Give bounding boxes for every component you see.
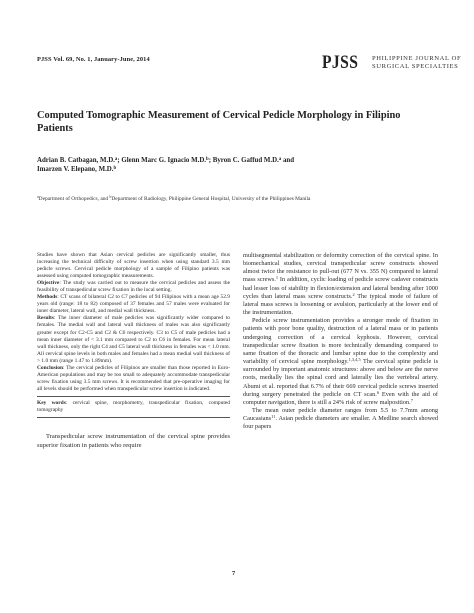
objective-label: Objective — [37, 280, 60, 287]
logo-line-2: SURGICAL SPECIALTIES — [372, 63, 459, 70]
keywords-rule-bottom — [37, 417, 230, 418]
abstract-intro: Studies have shown that Asian cervical pedicles are significantly smaller, thus increasing the technical difficulty of screw insertion when using standard 3.5 mm pedicle screws. Cervical pedicle morphology of a sample of Filipino patients was assessed using computed tomographic measurements. — [37, 252, 230, 280]
page-number: 7 — [232, 570, 236, 577]
body-paragraph-3: The mean outer pedicle diameter ranges from 5.5 to 7.7mm among Caucasians$^{11}$. Asian pedicle diameters are smaller. A Medline search showed four papers — [243, 406, 438, 431]
keywords-text: : cervical spine, morphometry, transpedicular fixation, computed tomography — [37, 399, 231, 413]
logo-text — [372, 55, 461, 70]
author-line-2: Imarzen V. Elepano, M.D.$^b$ — [37, 166, 117, 174]
body-paragraph-2: Pedicle screw instrumentation provides a stronger mode of fixation in patients with poor bone quality, destruction of a lateral mass or in patients undergoing correction of a cervical kyphosis. However, cervical transpedicular screw fixation is more technically demanding compared to same fixation of the thoracic and lumbar spine due to the complexity and variability of cervical spine morphology.$^{1,3,4,5}$ The cervical spine pedicle is surrounded by important anatomic structures: above and below are the nerve roots, medially lies the spinal cord and laterally lies the vertebral artery. Abumi et al. reported that 6.7% of their 669 cervical pedicle screws inserted during surgery penetrated the pedicle on CT scan.$^6$ Even with the aid of computer navigation, there is still a 24% risk of screw malposition.$^7$ — [243, 317, 438, 406]
journal-logo — [322, 52, 461, 74]
conclusion-text: : The cervical pedicles of Filipinos are smaller than those reported in Euro-American populations and may be too small to adequately accommodate transpedicular screw fixation using 3.5 mm screws. It is recommended that pre-operative imaging for all levels should be performed when transpedicular screw insertion is indicated. — [37, 364, 230, 392]
logo-mark: PJSS — [322, 52, 359, 73]
journal-citation: PJSS Vol. 69, No. 1, January-June, 2014 — [37, 56, 150, 63]
objective-text: : The study was carried out to measure the cervical pedicles and assess the feasibility of transpedicular screw fixation in the local setting. — [37, 280, 230, 294]
results-text: : The inner diameter of male pedicles was significantly wider compared to females. The medial wall and lateral wall thickness of males was also significantly greater except for C2-C5 and C2 & C6 respectively. C3 to C5 of male pedicles had a mean inner diameter of < 3.1 mm compared to C2 to C6 in females. For mean lateral wall thickness, only the right C4 and C5 lateral wall thickness in females was < 1.0 mm. All cervical spine levels in both males and females had a mean medial wall thickness of > 1.0 mm (range 1.47 to 1.89mm). — [37, 315, 230, 364]
article-title: Computed Tomographic Measurement of Cervical Pedicle Morphology in Filipino Patients — [37, 110, 401, 134]
body-paragraph-1: multisegmental stabilization or deformity correction of the cervical spine. In biomechanical studies, cervical transpedicular screw constructs showed almost twice the resistance to pull-out (677 N vs. 355 N) compared to lateral mass screws.$^1$ In addition, cyclic loading of pedicle screw cadaver constructs had lesser loss of stability in flexion/extension and lateral bending after 1000 cycles than lateral mass screw constructs.$^2$ The typical mode of failure of lateral mass screws is loosening or avulsion, particularly at the lower end of the instrumentation. — [243, 252, 439, 317]
abstract-conclusion — [37, 365, 230, 393]
abstract-objective — [37, 280, 230, 294]
keywords-rule-top — [37, 396, 230, 397]
conclusion-label: Conclusion — [37, 364, 63, 371]
spacer — [37, 421, 230, 433]
abstract-results — [37, 315, 230, 364]
author-line-1: Adrian B. Catbagan, M.D.$^a$; Glenn Marc G. Ignacio M.D.$^b$; Byron C. Gaffud M.D.$^a$ and — [37, 157, 295, 164]
author-list — [37, 156, 397, 175]
methods-label: Methods — [37, 294, 58, 301]
body-paragraph-left: Transpedicular screw instrumentation of the cervical spine provides superior fixation in patients who require — [37, 433, 230, 449]
affiliation: $^a$Department of Orthopedics, and $^b$Department of Radiology, Philippine General Hospital, University of the Philippines Manila — [37, 195, 311, 202]
logo-line-1: PHILIPPINE JOURNAL OF — [372, 55, 462, 63]
methods-text: : CT scans of bilateral C2 to C7 pedicles of 94 Filipinos with a mean age 52.9 years old (range: 18 to 82) composed of 37 females and 57 males were evaluated for inner diameter, lateral wall, and medial wall thickness. — [37, 294, 230, 315]
abstract-methods — [37, 294, 230, 315]
left-column — [37, 252, 230, 450]
keywords-label: Key words — [37, 399, 66, 406]
results-label: Results — [37, 315, 54, 322]
right-column — [243, 252, 438, 431]
keywords — [37, 400, 230, 414]
